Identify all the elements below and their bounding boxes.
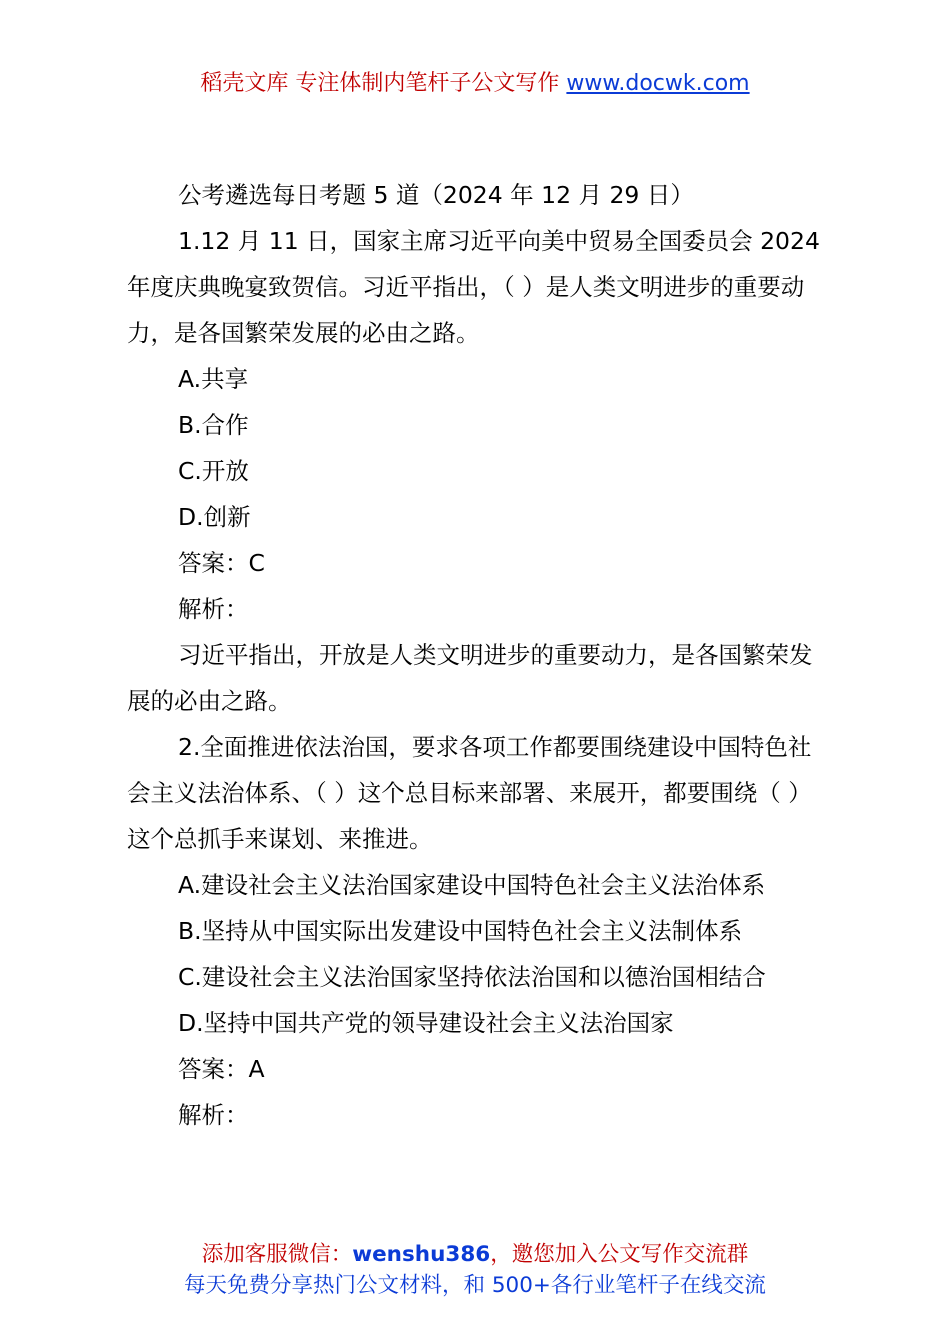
question-2-stem: 2.全面推进依法治国，要求各项工作都要围绕建设中国特色社会主义法治体系、（ ）这个总目标来部署、来展开，都要围绕（ ）这个总抓手来谋划、来推进。 bbox=[127, 733, 812, 853]
question-2-option-a: A.建设社会主义法治国家建设中国特色社会主义法治体系 bbox=[178, 871, 766, 899]
header-brand: 稻壳文库 专注体制内笔杆子公文写作 bbox=[200, 71, 560, 96]
page-header bbox=[0, 68, 950, 100]
question-2-option-d: D.坚持中国共产党的领导建设社会主义法治国家 bbox=[178, 1009, 674, 1037]
question-2-option-c: C.建设社会主义法治国家坚持依法治国和以德治国相结合 bbox=[178, 963, 766, 991]
question-1-analysis: 习近平指出，开放是人类文明进步的重要动力，是各国繁荣发展的必由之路。 bbox=[127, 641, 813, 715]
question-1-option-a: A.共享 bbox=[178, 365, 249, 393]
footer-wechat-prefix: 添加客服微信： bbox=[201, 1242, 353, 1267]
question-1-analysis-label: 解析： bbox=[178, 595, 249, 623]
question-1-answer: 答案：C bbox=[178, 549, 265, 577]
question-2-answer: 答案：A bbox=[178, 1055, 265, 1083]
footer-wechat-suffix: ，邀您加入公文写作交流群 bbox=[490, 1242, 749, 1267]
question-2-option-b: B.坚持从中国实际出发建设中国特色社会主义法制体系 bbox=[178, 917, 743, 945]
question-1-option-d: D.创新 bbox=[178, 503, 251, 531]
document-title: 公考遴选每日考题 5 道（2024 年 12 月 29 日） bbox=[178, 181, 694, 209]
question-1-option-b: B.合作 bbox=[178, 411, 249, 439]
document-body bbox=[127, 172, 827, 1138]
footer-line-2: 每天免费分享热门公文材料，和 500+各行业笔杆子在线交流 bbox=[184, 1273, 766, 1298]
page-footer bbox=[0, 1239, 950, 1301]
footer-line-1 bbox=[0, 1239, 950, 1270]
question-1-option-c: C.开放 bbox=[178, 457, 249, 485]
footer-wechat-id: wenshu386 bbox=[352, 1242, 491, 1267]
header-url-link[interactable]: www.docwk.com bbox=[566, 71, 750, 96]
question-1-stem: 1.12 月 11 日，国家主席习近平向美中贸易全国委员会 2024 年度庆典晚宴致贺信。习近平指出，（ ）是人类文明进步的重要动力，是各国繁荣发展的必由之路。 bbox=[127, 227, 820, 347]
question-2-analysis-label: 解析： bbox=[178, 1101, 249, 1129]
